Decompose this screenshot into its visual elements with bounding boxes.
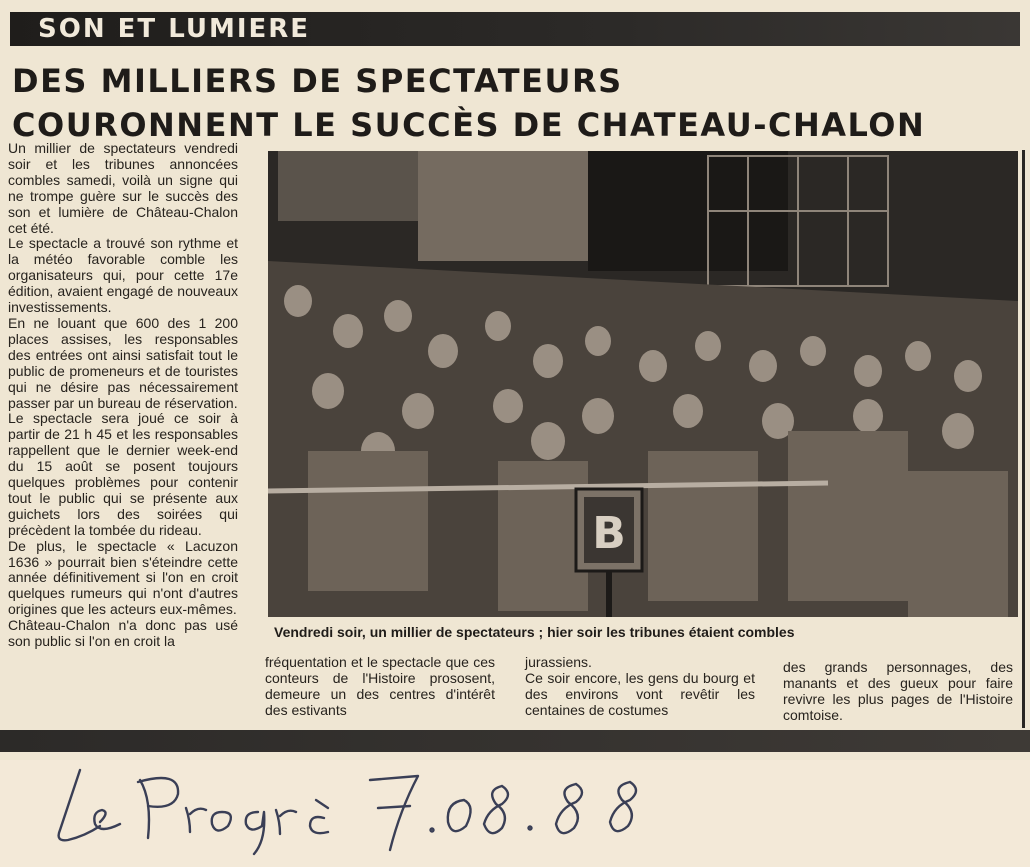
- article-column-3: [525, 655, 755, 719]
- building-window-icon: [278, 151, 418, 221]
- handwritten-source-note: [40, 760, 680, 860]
- column-rule: [1022, 150, 1025, 728]
- paragraph: De plus, le spectacle « Lacuzon 1636 » pourrait bien s'éteindre cette année définitivement si l'on en croit quelques rumeurs qui n'ont d'autres origines que les acteurs eux-mêmes.: [8, 537, 238, 618]
- stone-wall-icon: [418, 151, 588, 261]
- paragraph: Château-Chalon n'a donc pas usé son public si l'on en croit la: [8, 617, 238, 650]
- crowd-photo: [268, 151, 1018, 617]
- article-column-4: [783, 660, 1013, 724]
- crowd-photo-drawing: [268, 151, 1018, 617]
- section-kicker: SON ET LUMIERE: [38, 14, 311, 44]
- paragraph: Le spectacle a trouvé son rythme et la météo favorable comble les organisateurs qui, pour cette 17e édition, avaient engagé de nouveaux investissements.: [8, 235, 238, 316]
- article-column-left: [8, 141, 238, 650]
- paragraph: En ne louant que 600 des 1 200 places assises, les responsables des entrées ont ainsi satisfait tout le public de promeneurs et de touristes qui ne désire pas nécessairement passer par un bureau de réservation.: [8, 314, 238, 411]
- bottom-rule: [0, 730, 1030, 752]
- paragraph: Ce soir encore, les gens du bourg et des environs vont revêtir les centaines de costumes: [525, 669, 755, 718]
- headline-line-1: DES MILLIERS DE SPECTATEURS: [12, 62, 623, 100]
- paragraph: Le spectacle sera joué ce soir à partir de 21 h 45 et les responsables rappellent que le dernier week-end du 15 août se posent toujours quelques problèmes pour contenir tout le public qui se présente aux guichets lors des soirées qui précèdent la tombée du rideau.: [8, 410, 238, 538]
- article-column-2: [265, 655, 495, 719]
- headline-line-2: COURONNENT LE SUCCÈS DE CHATEAU-CHALON: [12, 106, 926, 144]
- paragraph: Un millier de spectateurs vendredi soir et les tribunes annoncées combles samedi, voilà un signe qui ne trompe guère sur le succès des son et lumière de Château-Chalon cet été.: [8, 140, 238, 236]
- paragraph: des grands personnages, des manants et des gueux pour faire revivre les plus pages de l'Histoire comtoise.: [783, 659, 1013, 723]
- photo-caption: Vendredi soir, un millier de spectateurs ; hier soir les tribunes étaient combles: [274, 624, 795, 640]
- paragraph: jurassiens.: [525, 654, 592, 670]
- sign-letter: B: [592, 508, 626, 559]
- paragraph: fréquentation et le spectacle que ces conteurs de l'Histoire prososent, demeure un des centres d'intérêt des estivants: [265, 654, 495, 718]
